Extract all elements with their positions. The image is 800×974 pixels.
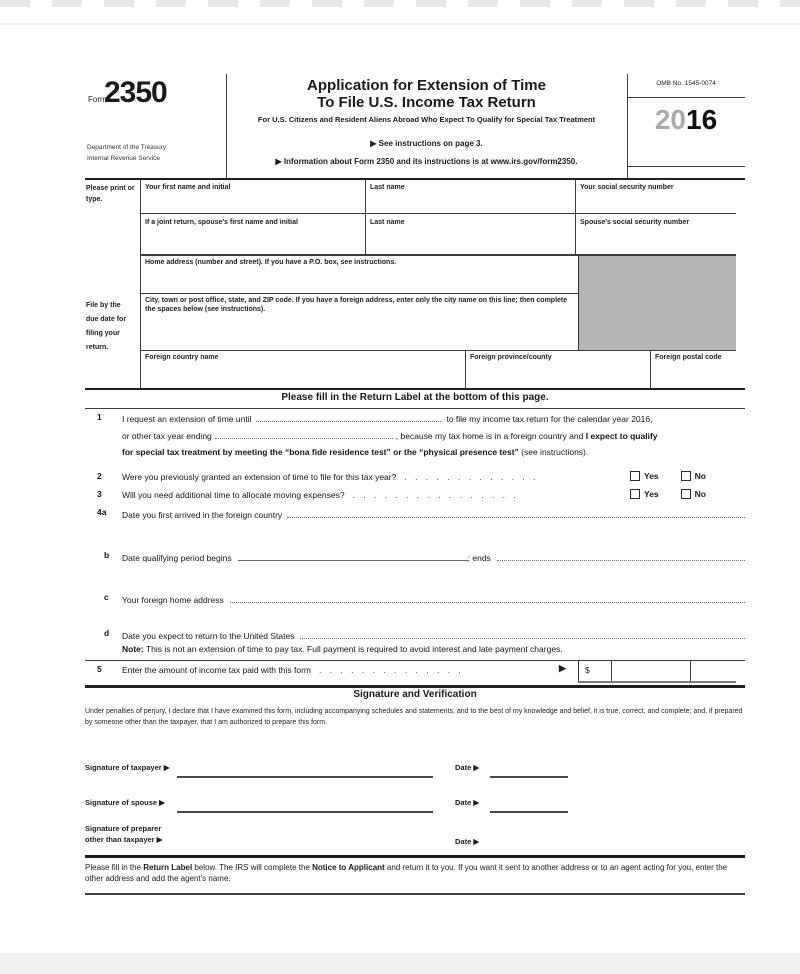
line-1-part2: to file my income tax return for the calendar year 2016, [446,414,653,424]
form-number: 2350 [104,76,167,109]
line-4d-note [122,643,745,655]
line-2-no-checkbox[interactable] [681,471,691,481]
line-4d-text [122,628,745,642]
line-3-answers [630,489,706,499]
line-4c-text [122,592,745,606]
footer-note [85,862,745,884]
line-4d-label: Date you expect to return to the United States [122,631,295,641]
currency-symbol: $ [585,665,590,675]
line-4b-number: b [104,550,110,560]
signature-section-rule [85,685,745,688]
line-1-number: 1 [97,412,102,422]
form-subtitle: For U.S. Citizens and Resident Aliens Abroad Who Expect To Qualify for Special Tax Treatment [257,115,596,124]
header-divider-left [226,74,227,179]
line-4b-label1: Date qualifying period begins [122,553,232,563]
line-5-text [122,664,555,676]
page-bottom-shade [0,953,800,974]
print-or-type-label: Please print or type. [86,185,135,203]
line-4a-number: 4a [97,507,107,517]
footer-top-rule [85,855,745,858]
taxpayer-date-label: Date ▶ [455,763,480,772]
line-2-no-label: No [694,471,706,481]
line-3-question: Will you need additional time to allocate moving expenses? [122,490,345,500]
ssn-field[interactable] [576,181,736,213]
foreign-home-address-blank[interactable] [230,592,745,603]
spouse-date-label: Date ▶ [455,798,480,807]
line-2-leader: . . . . . . . . . . . . . [404,472,539,482]
amount-box-divider-2 [690,661,691,681]
perjury-statement: Under penalties of perjury, I declare that I have examined this form, including accompanying schedules and statements, and to the best of my knowledge and belief, it is true, correct, and complete; and, if prepared by someone other than the taxpayer, that I am authorized to prepare this form. [85,708,743,726]
line-4b-label2: ; ends [467,553,491,563]
note-text: This is not an extension of time to pay tax. Full payment is required to avoid interest and late payment charges. [143,644,563,654]
footer-part3: and return it to you. If you want it sent to another address or to an agent acting for you, enter the other address and add the agent's name. [85,863,728,883]
spouse-last-name-label: Last name [370,219,405,226]
line-3-text [122,489,625,501]
line-4c-label: Your foreign home address [122,595,224,605]
line-1-part1: I request an extension of time until [122,414,252,424]
line-3-no-label: No [694,489,706,499]
line-4a-label: Date you first arrived in the foreign country [122,510,283,520]
line-2-yes-checkbox[interactable] [630,471,640,481]
foreign-province-field[interactable] [466,351,649,389]
line-3-yes-checkbox[interactable] [630,489,640,499]
omb-rule [627,97,745,98]
arrival-date-blank[interactable] [287,507,745,518]
spouse-ssn-label: Spouse's social security number [580,219,690,226]
spouse-last-name-field[interactable] [366,216,575,254]
last-name-label: Last name [370,184,405,191]
footer-bottom-rule [85,893,745,895]
line-1-part4-bold: I expect to qualify [585,431,658,441]
line-2-question: Were you previously granted an extension of time to file for this tax year? [122,472,397,482]
tax-year-prefix: 20 [654,104,686,135]
amount-paid-field[interactable] [578,661,736,683]
line-5-leader: . . . . . . . . . . . . . . [318,665,464,675]
taxpayer-date-line[interactable] [490,776,568,778]
city-label: City, town or post office, state, and ZIP code. If you have a foreign address, enter only the city name on this line; then complete the spaces below (see instructions). [145,297,568,313]
banner-rule [85,408,745,409]
year-box-rule [627,166,745,167]
table-bottom-rule [85,388,745,390]
ssn-label: Your social security number [580,184,674,191]
preparer-signature-label-1: Signature of preparer [85,824,162,833]
line-5-arrow-icon: ▶ [559,663,566,673]
line-1-text-b [122,429,745,442]
spouse-signature-label: Signature of spouse ▶ [85,798,165,807]
foreign-postal-label: Foreign postal code [655,354,722,361]
line-4b-text [122,550,745,564]
tax-year-suffix: 16 [686,104,718,135]
perforation-rule [0,23,800,25]
taxpayer-signature-label: Signature of taxpayer ▶ [85,763,170,772]
footer-part2: below. The IRS will complete the [192,863,313,872]
foreign-country-field[interactable] [141,351,464,389]
footer-part1: Please fill in the [85,863,144,872]
footer-bold2: Notice to Applicant [312,863,385,872]
qualifying-end-blank[interactable] [497,550,745,561]
line-4c-number: c [104,592,109,602]
tax-year [627,104,745,136]
extension-until-date-blank[interactable] [256,412,441,422]
amount-box-divider-1 [611,661,612,681]
line-3-no-checkbox[interactable] [681,489,691,499]
omb-number: OMB No. 1545-0074 [656,80,716,87]
line-2-yes-label: Yes [644,471,659,481]
taxpayer-signature-line[interactable] [177,776,433,778]
dept-irs-label: Internal Revenue Service [87,155,160,162]
line-1-text-c [122,446,745,458]
foreign-country-label: Foreign country name [145,354,219,361]
line-5-label: Enter the amount of income tax paid with this form [122,665,311,675]
spouse-ssn-field[interactable] [576,216,736,254]
file-by-label: File by the due date for filing your return. [86,302,127,351]
preparer-signature-label-2: other than taxpayer ▶ [85,835,163,844]
foreign-postal-field[interactable] [651,351,736,389]
first-name-field[interactable] [141,181,365,213]
city-field[interactable] [141,294,578,350]
return-date-blank[interactable] [300,628,745,639]
return-label-banner: Please fill in the Return Label at the bottom of this page. [281,392,549,403]
spouse-date-line[interactable] [490,811,568,813]
qualifying-begin-blank[interactable] [238,550,468,561]
dept-treasury-label: Department of the Treasury [87,144,167,151]
first-name-label: Your first name and initial [145,184,231,191]
foreign-province-label: Foreign province/county [470,354,552,361]
info-url-note: ▶ Information about Form 2350 and its instructions is at www.irs.gov/form2350. [275,157,578,166]
spouse-first-name-label: If a joint return, spouse's first name and initial [145,219,298,226]
form-title-line1: Application for Extension of Time [307,77,546,94]
line-1-part3: or other tax year ending [122,431,212,441]
header-divider-right [627,74,628,179]
line-2-text [122,471,625,483]
spouse-signature-line[interactable] [177,811,433,813]
footer-bold1: Return Label [143,863,193,872]
line-1-text-a [122,412,745,425]
line-1-part5-bold: for special tax treatment by meeting the “bona fide residence test” or the “physical presence test” [122,447,519,457]
name-row-rule [140,213,736,214]
home-address-field[interactable] [141,256,578,293]
shaded-box [578,256,736,350]
line-4a-text [122,507,745,521]
line-5-number: 5 [97,664,102,674]
line-3-leader: . . . . . . . . . . . . . . . . [352,490,519,500]
preparer-date-label: Date ▶ [455,837,480,846]
form-word: Form [88,95,107,104]
see-instructions-note: ▶ See instructions on page 3. [370,139,483,148]
spouse-first-name-field[interactable] [141,216,365,254]
other-tax-year-blank[interactable] [215,429,393,439]
line-3-yes-label: Yes [644,489,659,499]
note-label: Note: [122,644,144,654]
header-bottom-rule [85,178,745,180]
line-2-answers [630,471,706,481]
line-1-part4: , because my tax home is in a foreign country and [395,431,586,441]
line-3-number: 3 [97,489,102,499]
perforation-edge [0,0,800,7]
last-name-field[interactable] [366,181,575,213]
line-2-number: 2 [97,471,102,481]
line-1-part6: (see instructions). [518,447,589,457]
line-4d-number: d [104,628,110,638]
home-address-label: Home address (number and street). If you have a P.O. box, see instructions. [145,259,397,266]
signature-heading: Signature and Verification [353,689,477,700]
form-title-line2: To File U.S. Income Tax Return [317,94,536,111]
